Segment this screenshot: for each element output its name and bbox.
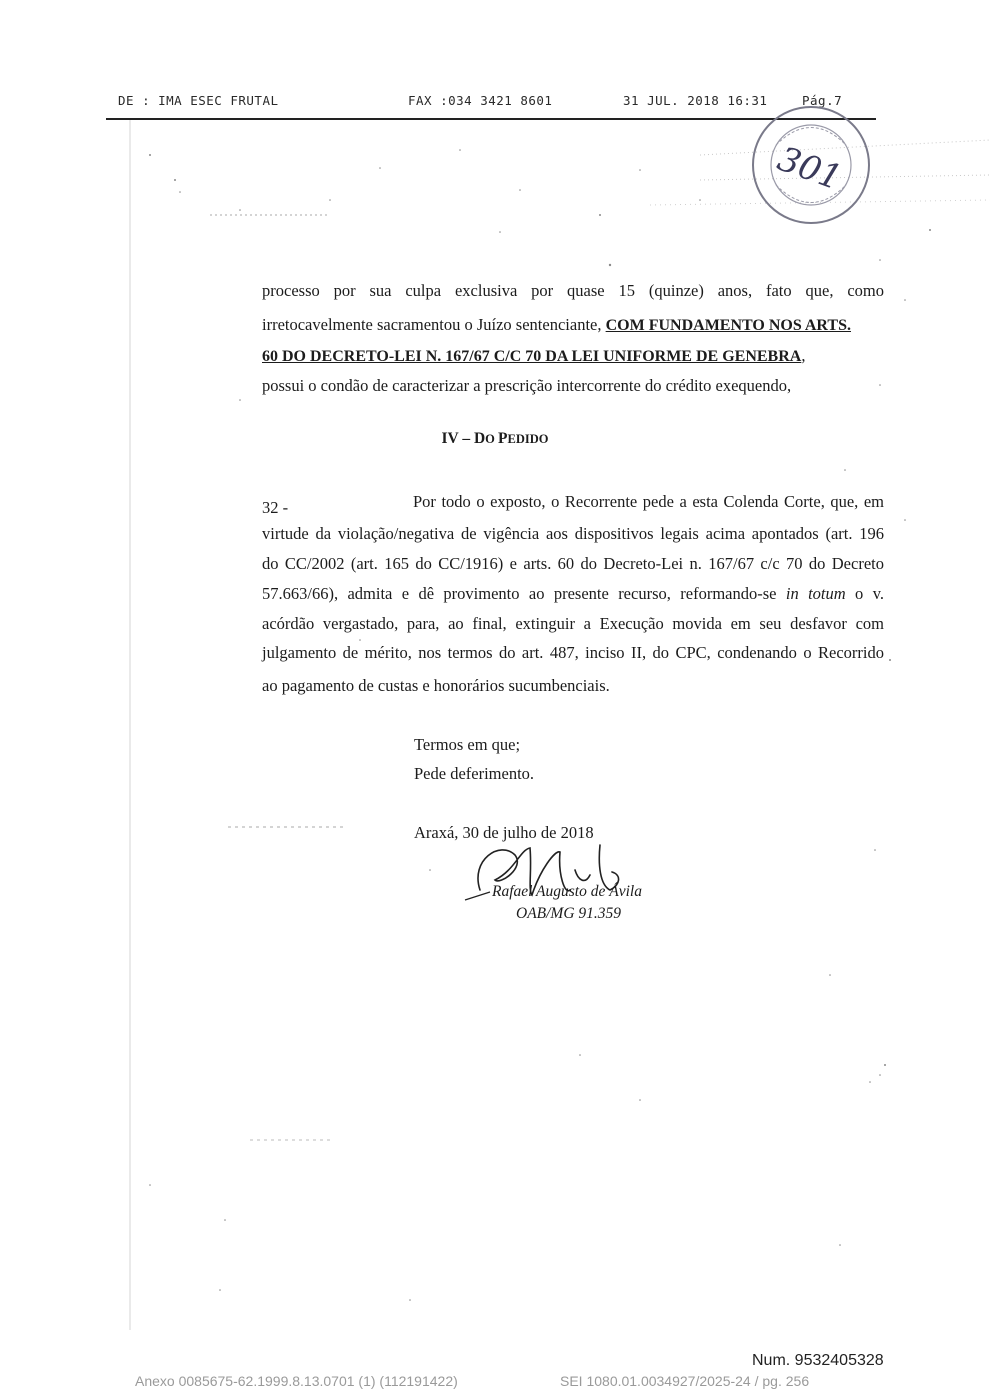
fax-number: FAX :034 3421 8601: [408, 93, 553, 108]
request-line-3: do CC/2002 (art. 165 do CC/1916) e arts. 60 do Decreto-Lei n. 167/67 c/c 70 do Decreto: [262, 554, 884, 573]
fax-date: 31 JUL. 2018 16:31: [623, 93, 768, 108]
signatory-name: Rafael Augusto de Ávila: [492, 883, 642, 900]
section-number: IV –: [441, 430, 474, 447]
section-heading: [0, 430, 990, 448]
body-line-2: [262, 309, 884, 341]
footer-anexo: Anexo 0085675-62.1999.8.13.0701 (1) (112191422): [135, 1373, 458, 1389]
stamp-number: 301: [772, 138, 847, 199]
court-stamp: [746, 100, 876, 230]
request-line-5: acórdão vergastado, para, ao final, extinguir a Execução movida em seu desfavor com: [262, 614, 884, 633]
fax-header: [118, 93, 848, 113]
body-line-3-tail: ,: [801, 346, 806, 365]
body-line-2-caps: COM FUNDAMENTO NOS ARTS.: [605, 317, 851, 334]
body-line-3-caps: 60 DO DECRETO-LEI N. 167/67 C/C 70 DA LEI UNIFORME DE GENEBRA: [262, 348, 802, 365]
request-line-4-italic: in totum: [785, 584, 846, 603]
body-line-1: processo por sua culpa exclusiva por quase 15 (quinze) anos, fato que, como: [262, 281, 884, 300]
body-line-2-plain: irretocavelmente sacramentou o Juízo sentenciante,: [262, 315, 606, 334]
section-title-o: O: [485, 432, 499, 446]
fax-from: DE : IMA ESEC FRUTAL: [118, 93, 279, 108]
request-line-4-a: 57.663/66), admita e dê provimento ao presente recurso, reformando-se: [262, 584, 786, 603]
section-title-p: P: [498, 430, 508, 447]
request-line-2: virtude da violação/negativa de vigência aos dispositivos legais acima apontados (art. 196: [262, 524, 884, 543]
request-line-7: ao pagamento de custas e honorários sucumbenciais.: [262, 676, 610, 695]
closing-request: Pede deferimento.: [414, 764, 535, 783]
request-line-6: julgamento de mérito, nos termos do art. 487, inciso II, do CPC, condenando o Recorrido: [262, 643, 884, 662]
footer-sei: SEI 1080.01.0034927/2025-24 / pg. 256: [560, 1373, 810, 1389]
signatory-oab: OAB/MG 91.359: [516, 905, 622, 922]
fax-page: Pág.7: [802, 93, 843, 108]
section-title-d: D: [473, 430, 486, 447]
request-line-4: [262, 584, 884, 604]
request-line-4-b: o v.: [845, 584, 884, 603]
closing-place-date: Araxá, 30 de julho de 2018: [414, 823, 594, 842]
request-line-1: Por todo o exposto, o Recorrente pede a esta Colenda Corte, que, em: [413, 492, 884, 511]
document-number: Num. 9532405328: [752, 1352, 884, 1369]
closing-terms: Termos em que;: [414, 735, 521, 754]
body-line-3: [262, 340, 805, 372]
request-para-number: 32 -: [262, 498, 289, 517]
body-line-4: possui o condão de caracterizar a prescrição intercorrente do crédito exequendo,: [262, 376, 792, 395]
section-title-rest: EDIDO: [507, 432, 549, 446]
